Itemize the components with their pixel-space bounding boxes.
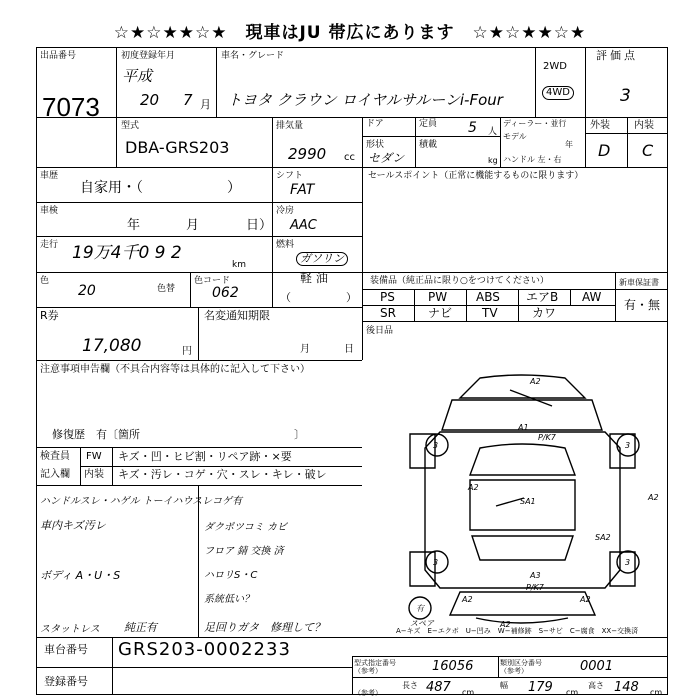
chassis-label: 車台番号 bbox=[44, 643, 88, 656]
dealer-label: ディーラー・並行 bbox=[503, 119, 567, 128]
r-ticket-value: 17,080 bbox=[82, 336, 142, 356]
grade-ext-label: 外装 bbox=[590, 120, 610, 131]
tag-sa2: SA2 bbox=[595, 533, 611, 542]
chassis-value: GRS203-0002233 bbox=[118, 639, 291, 660]
spec-hei: 148 bbox=[614, 680, 639, 695]
ac-value: AAC bbox=[290, 218, 317, 233]
color-code: 062 bbox=[212, 285, 239, 301]
remark-7: 系統低い？ bbox=[204, 594, 254, 605]
tag-3-rr: 3 bbox=[625, 558, 631, 567]
spec-len-unit: cm bbox=[462, 688, 475, 697]
remark-8: スタットレス bbox=[40, 624, 100, 635]
equip-ps: PS bbox=[380, 290, 395, 304]
spec-type-label: 型式指定番号（参考） bbox=[354, 659, 396, 675]
spec-class-label: 類別区分番号（参考） bbox=[500, 659, 542, 675]
check-fw: FW bbox=[86, 451, 102, 462]
remark-4: フロア 錆 交換 済 bbox=[204, 546, 284, 557]
check-label1: 検査員 bbox=[40, 451, 70, 462]
remark-2: 車内キズ汚レ bbox=[40, 519, 106, 532]
disp-label: 排気量 bbox=[276, 121, 304, 131]
inspect-year: 年 bbox=[127, 218, 141, 233]
name-notice-day: 日 bbox=[344, 344, 354, 355]
equip-leather: カワ bbox=[532, 306, 557, 320]
fuel-paren: （ ） bbox=[280, 291, 357, 304]
shape-value: セダン bbox=[368, 151, 405, 165]
warranty-label: 新車保証書 bbox=[619, 278, 659, 287]
tag-a3-trunk: A3 bbox=[530, 571, 541, 580]
spec-wid-unit: cm bbox=[566, 688, 579, 697]
name-notice-label: 名変通知期限 bbox=[204, 309, 270, 322]
model-label: 型式 bbox=[121, 121, 140, 131]
drive-2wd: 2WD bbox=[543, 61, 567, 72]
name-notice-month: 月 bbox=[300, 344, 310, 355]
fuel-value: ガソリン bbox=[296, 252, 348, 266]
mileage-unit: km bbox=[232, 260, 246, 270]
dealer-year-label: 年 bbox=[565, 140, 573, 149]
notes-label: 注意事項申告欄（不具合内容等は具体的に記入して下さい） bbox=[40, 364, 310, 375]
reg-month-unit: 月 bbox=[200, 98, 211, 111]
reg-label: 初度登録年月 bbox=[121, 51, 176, 61]
history-value: 自家用・（ ） bbox=[80, 180, 241, 196]
page-title: ☆★☆★★☆★ 現車はJU 帯広にあります ☆★☆★★☆★ bbox=[113, 23, 587, 43]
cap-label: 定員 bbox=[419, 119, 438, 129]
damage-legend: A−キズ E−エクボ U−凹み W−補修跡 S−サビ C−腐食 XX−交換済 bbox=[396, 627, 639, 635]
inspect-day: 日） bbox=[246, 218, 273, 233]
tag-a2-left: A2 bbox=[468, 483, 479, 492]
reg-era: 平成 bbox=[122, 67, 153, 85]
color-value: 20 bbox=[78, 283, 96, 299]
check-row1: キズ・凹・ヒビ割・リペア跡・×要 bbox=[118, 450, 292, 463]
repair-history: 修復歴 有〔箇所 〕 bbox=[52, 428, 305, 441]
remark-6: ハロリS・C bbox=[204, 570, 258, 581]
handle-label: ハンドル 左・右 bbox=[503, 155, 562, 164]
spec-len-label: 長さ bbox=[402, 681, 418, 690]
equip-tv: TV bbox=[482, 306, 498, 320]
load-label: 積載 bbox=[419, 140, 438, 150]
color-change-label: 色替 bbox=[157, 284, 176, 294]
car-name: トヨタ クラウン ロイヤルサルーンi-Four bbox=[227, 91, 503, 109]
spec-wid-label: 幅 bbox=[500, 681, 508, 690]
disp-value: 2990 bbox=[288, 145, 327, 163]
check-label2: 記入欄 bbox=[40, 469, 70, 480]
car-label: 車名・グレード bbox=[221, 51, 285, 61]
tag-spare-yes: 有 bbox=[416, 604, 424, 613]
inspect-month: 月 bbox=[186, 218, 200, 233]
tag-3-fr: 3 bbox=[625, 441, 631, 450]
mileage-label: 走行 bbox=[40, 240, 59, 250]
shift-value: FAT bbox=[290, 182, 315, 198]
lot-label: 出品番号 bbox=[40, 51, 77, 61]
equip-pw: PW bbox=[428, 290, 448, 304]
spec-len: 487 bbox=[426, 680, 451, 695]
grade-ext: D bbox=[598, 141, 611, 160]
reg-year: 20 bbox=[140, 91, 160, 109]
fuel-label: 燃料 bbox=[276, 240, 295, 250]
tag-sa1-roof: SA1 bbox=[520, 497, 536, 506]
regnum-label: 登録番号 bbox=[44, 675, 88, 688]
spec-wid: 179 bbox=[528, 680, 553, 695]
tag-pk7-trunk: P/K7 bbox=[526, 583, 544, 592]
remark-3: ダクポツコミ カビ bbox=[204, 522, 287, 533]
equip-label: 装備品（純正品に限り○をつけてください） bbox=[370, 276, 549, 286]
r-ticket-label: R券 bbox=[40, 309, 59, 322]
spec-hei-label: 高さ bbox=[588, 681, 604, 690]
equip-abs: ABS bbox=[476, 290, 500, 304]
r-ticket-unit: 円 bbox=[182, 346, 192, 357]
tag-a2-rear: A2 bbox=[500, 620, 511, 629]
equip-airbag: エアB bbox=[526, 290, 559, 304]
equip-aw: AW bbox=[582, 290, 602, 304]
remark-5: ボディ A・U・S bbox=[40, 569, 121, 582]
tag-3-fl: 3 bbox=[433, 441, 439, 450]
tag-pk7-hood: P/K7 bbox=[538, 433, 556, 442]
spec-type-value: 16056 bbox=[432, 659, 474, 674]
sales-label: セールスポイント（正常に機能するものに限ります） bbox=[368, 171, 584, 181]
cap-unit: 人 bbox=[488, 127, 498, 137]
tag-3-rl: 3 bbox=[433, 558, 439, 567]
grade-int: C bbox=[642, 141, 654, 160]
tag-a2-rl: A2 bbox=[462, 595, 473, 604]
grade-score: 3 bbox=[620, 86, 631, 106]
shape-label: 形状 bbox=[366, 140, 385, 150]
inspect-label: 車検 bbox=[40, 206, 59, 216]
mileage-value: 19万4千0 9 2 bbox=[72, 243, 182, 263]
warranty-value: 有・無 bbox=[624, 298, 661, 312]
tag-a2-rr: A2 bbox=[580, 595, 591, 604]
grade-int-label: 内装 bbox=[634, 120, 654, 131]
drive-4wd: 4WD bbox=[542, 86, 574, 100]
history-label: 車歴 bbox=[40, 171, 59, 181]
spec-ref: （参考） bbox=[354, 689, 382, 697]
equip-navi: ナビ bbox=[428, 306, 453, 320]
shift-label: シフト bbox=[276, 171, 304, 181]
damage-diagram bbox=[380, 370, 670, 630]
grade-label: 評価点 bbox=[596, 49, 638, 62]
rear-seat-label: 後日品 bbox=[366, 326, 394, 336]
cap-value: 5 bbox=[468, 120, 477, 136]
reg-month: 7 bbox=[183, 91, 193, 109]
remark-9: 純正有 bbox=[124, 621, 157, 634]
fuel-alt: 軽 油 bbox=[300, 271, 328, 285]
remark-10: 足回りガタ 修理して？ bbox=[204, 621, 325, 634]
spec-hei-unit: cm bbox=[650, 688, 663, 697]
model-value: DBA-GRS203 bbox=[125, 138, 230, 157]
remark-1: ハンドルスレ・ハゲル トーイハウスレコゲ有 bbox=[40, 496, 243, 507]
check-nai: 内装 bbox=[84, 469, 104, 480]
color-label: 色 bbox=[40, 276, 50, 286]
spec-class-value: 0001 bbox=[580, 659, 614, 674]
tag-a2-right: A2 bbox=[648, 493, 659, 502]
disp-unit: cc bbox=[344, 152, 355, 163]
check-row2: キズ・汚レ・コゲ・穴・スレ・キレ・破レ bbox=[118, 468, 327, 481]
ac-label: 冷房 bbox=[276, 206, 295, 216]
door-label: ドア bbox=[366, 119, 384, 129]
equip-sr: SR bbox=[380, 306, 396, 320]
tag-a2-front: A2 bbox=[530, 377, 541, 386]
lot-number: 7073 bbox=[42, 92, 100, 122]
load-unit: kg bbox=[488, 156, 498, 165]
tag-a1-hood: A1 bbox=[518, 423, 529, 432]
dealer-model-label: モデル bbox=[503, 132, 527, 141]
color-code-label: 色コード bbox=[194, 276, 231, 286]
tag-spare-label: スペア bbox=[410, 619, 434, 628]
